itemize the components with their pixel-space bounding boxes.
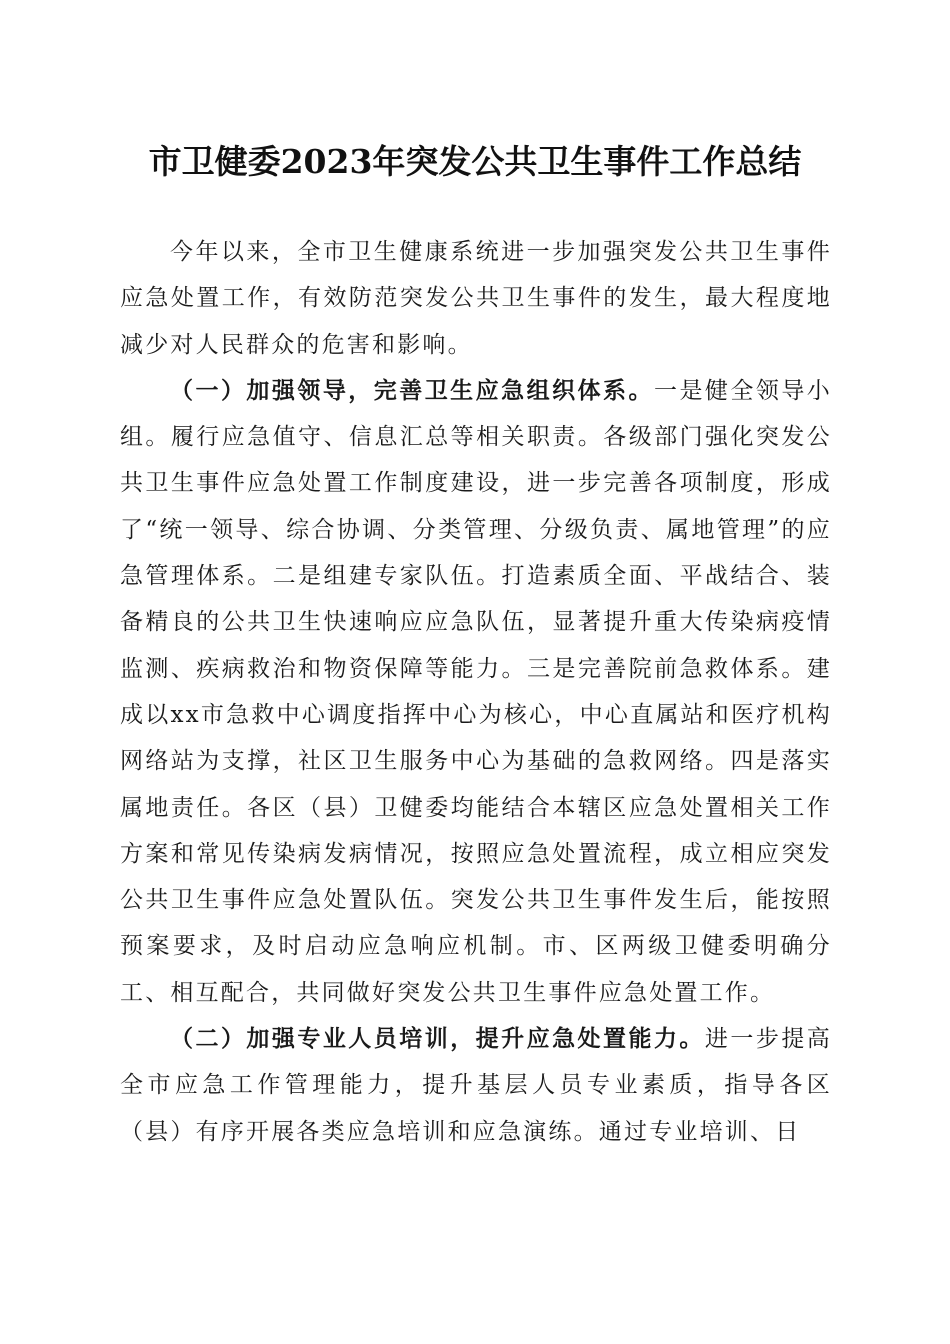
section-1-heading: （一）加强领导，完善卫生应急组织体系。: [170, 376, 654, 404]
section-2-heading: （二）加强专业人员培训，提升应急处置能力。: [170, 1025, 705, 1053]
section-2-body: 进一步提高全市应急工作管理能力，提升基层人员专业素质，指导各区（县）有序开展各类应急培训和应急演练。通过专业培训、日: [120, 1026, 833, 1145]
intro-paragraph: 今年以来，全市卫生健康系统进一步加强突发公共卫生事件应急处置工作，有效防范突发公共卫生事件的发生，最大程度地减少对人民群众的危害和影响。: [120, 239, 832, 358]
section-1-body: 一是健全领导小组。履行应急值守、信息汇总等相关职责。各级部门强化突发公共卫生事件应急处置工作制度建设，进一步完善各项制度，形成了“统一领导、综合协调、分类管理、分级负责、属地管理”的应急管理体系。二是组建专家队伍。打造素质全面、平战结合、装备精良的公共卫生快速响应应急队伍，显著提升重大传染病疫情监测、疾病救治和物资保障等能力。三是完善院前急救体系。建成以xx市急救中心调度指挥中心为核心，中心直属站和医疗机构网络站为支撑，社区卫生服务中心为基础的急救网络。四是落实属地责任。各区（县）卫健委均能结合本辖区应急处置相关工作方案和常见传染病发病情况，按照应急处置流程，成立相应突发公共卫生事件应急处置队伍。突发公共卫生事件发生后，能按照预案要求，及时启动应急响应机制。市、区两级卫健委明确分工、相互配合，共同做好突发公共卫生事件应急处置工作。: [120, 377, 832, 1006]
document-body: [120, 229, 832, 1155]
section-1-paragraph: [120, 368, 832, 1016]
document-title: 市卫健委2023年突发公共卫生事件工作总结: [148, 142, 802, 181]
section-2-paragraph: [120, 1016, 832, 1155]
